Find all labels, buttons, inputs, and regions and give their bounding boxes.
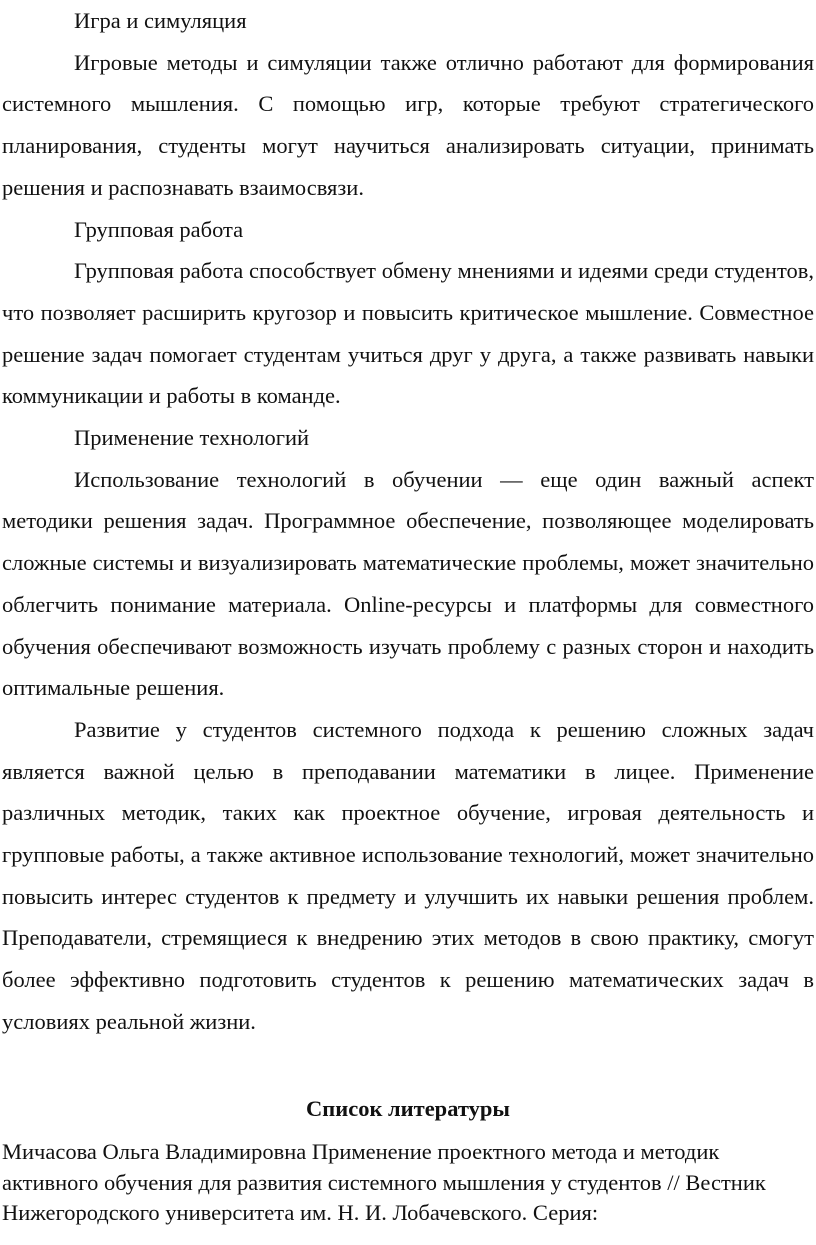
subheading-technology: Применение технологий — [74, 425, 310, 451]
paragraph-technology: Использование технологий в обучении — еще один важный аспект методики решения задач. Программное обеспечение, позволяющее моделировать сложные системы и визуализировать математические проблемы, может значительно облегчить понимание материала. Online-ресурсы и платформы для совместного обучения обеспечивают возможность изучать проблему с разных сторон и находить оптимальные решения. — [2, 466, 814, 701]
bibliography-heading: Список литературы — [306, 1096, 510, 1121]
subheading-game-simulation: Игра и симуляция — [74, 8, 247, 33]
paragraph-group-work: Групповая работа способствует обмену мнениями и идеями среди студентов, что позволяет расширить кругозор и повысить критическое мышление. Совместное решение задач помогает студентам учиться друг у друга, а также развивать навыки коммуникации и работы в команде. — [2, 258, 814, 409]
subheading-group-work: Групповая работа — [74, 216, 244, 242]
body-text — [2, 0, 814, 1043]
bibliography-entry: Мичасова Ольга Владимировна Применение проектного метода и методик активного обучения для развития системного мышления у студентов // Вестник Нижегородского университета им. Н. И. Лобачевского. Серия: — [2, 1139, 766, 1225]
paragraph-game-simulation: Игровые методы и симуляции также отлично работают для формирования системного мышления. С помощью игр, которые требуют стратегического планирования, студенты могут научиться анализировать ситуации, принимать решения и распознавать взаимосвязи. — [2, 49, 814, 200]
paragraph-conclusion: Развитие у студентов системного подхода к решению сложных задач является важной целью в преподавании математики в лицее. Применение различных методик, таких как проектное обучение, игровая деятельность и групповые работы, а также активное использование технологий, может значительно повысить интерес студентов к предмету и улучшить их навыки решения проблем. Преподаватели, стремящиеся к внедрению этих методов в свою практику, смогут более эффективно подготовить студентов к решению математических задач в условиях реальной жизни. — [2, 716, 814, 1034]
